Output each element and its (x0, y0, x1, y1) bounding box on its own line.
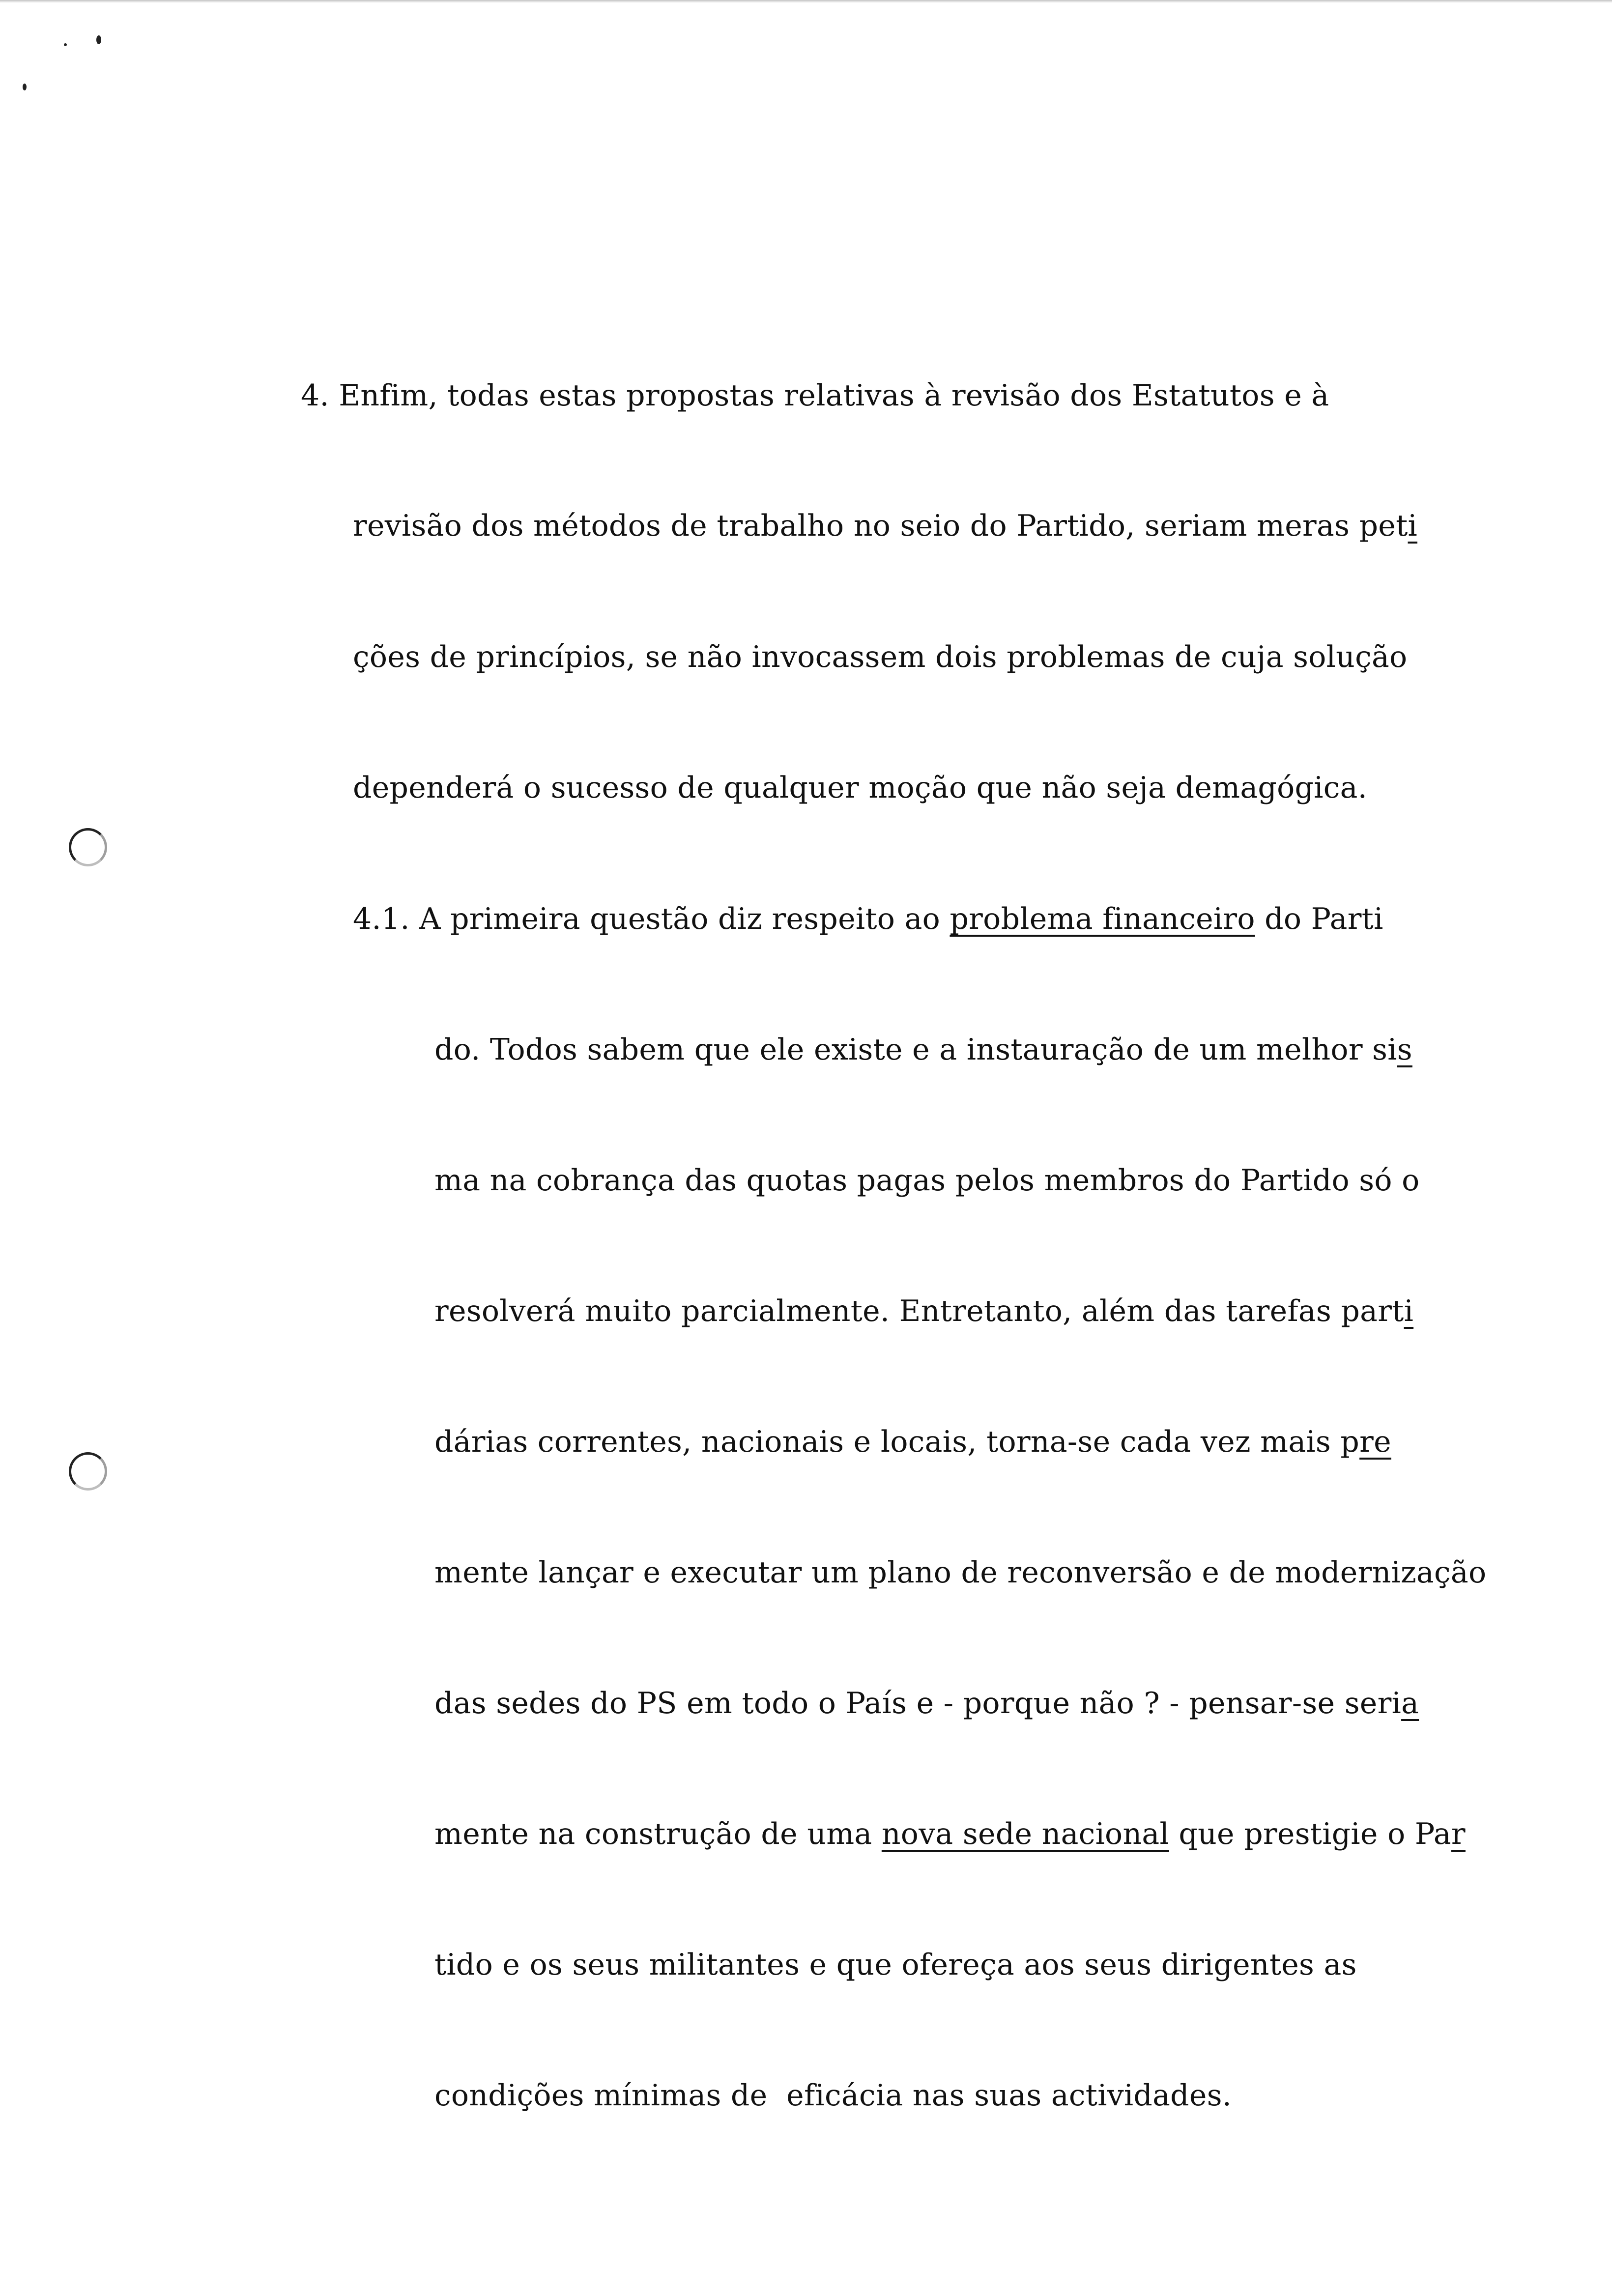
underlined-text: i (1404, 1294, 1414, 1328)
paragraph-text: Enfim, todas estas propostas relativas à revisão dos Estatutos e à (339, 378, 1329, 413)
underlined-text: nova sede nacional (881, 1817, 1169, 1851)
section-4-1-line-3 (434, 1161, 1420, 1200)
section-4-1-line-9 (434, 1945, 1357, 1984)
punch-hole (69, 828, 107, 866)
paragraph-text: mente lançar e executar um plano de reconversão e de modernização (434, 1555, 1487, 1590)
paragraph-text: mente na construção de uma (434, 1817, 882, 1851)
paragraph-text: tido e os seus militantes e que ofereça aos seus dirigentes as (434, 1948, 1357, 1982)
ink-speck (64, 43, 67, 46)
section-4-1-line-7 (434, 1684, 1419, 1723)
section-4-line-2 (353, 506, 1417, 545)
section-4-line-4 (353, 768, 1367, 807)
section-4-1-line-8 (434, 1814, 1466, 1854)
section-4-1-line-10 (434, 2076, 1232, 2115)
section-4-1-line-1 (353, 899, 1383, 939)
underlined-text: a (1401, 1686, 1419, 1721)
ink-speck (96, 35, 101, 44)
paragraph-text: das sedes do PS em todo o País e - porque não ? - pensar-se seri (434, 1686, 1402, 1721)
paragraph-text: ções de princípios, se não invocassem dois problemas de cuja solução (353, 640, 1408, 674)
underlined-text: r (1451, 1817, 1466, 1851)
underlined-text: s (1397, 1033, 1412, 1067)
section-4-line-1 (301, 376, 1329, 415)
paragraph-text: do. Todos sabem que ele existe e a instauração de um melhor si (434, 1033, 1397, 1067)
section-4-1-line-4 (434, 1292, 1413, 1331)
paragraph-text: ma na cobrança das quotas pagas pelos membros do Partido só o (434, 1163, 1420, 1198)
section-number: 4. (301, 378, 329, 413)
scan-top-edge (0, 0, 1612, 3)
section-4-line-3 (353, 637, 1407, 677)
paragraph-text: dárias correntes, nacionais e locais, torna-se cada vez mais p (434, 1425, 1360, 1459)
paragraph-text: A primeira questão diz respeito ao (419, 902, 950, 936)
section-4-1-line-6 (434, 1553, 1486, 1592)
paragraph-text: revisão dos métodos de trabalho no seio do Partido, seriam meras pet (353, 509, 1408, 543)
section-4-1-line-2 (434, 1030, 1412, 1069)
paragraph-text: que prestigie o Pa (1169, 1817, 1451, 1851)
section-4-1-line-5 (434, 1422, 1391, 1462)
punch-hole (69, 1452, 107, 1491)
paragraph-text: do Parti (1255, 902, 1383, 936)
paragraph-text: condições mínimas de eficácia nas suas actividades. (434, 2078, 1232, 2113)
underlined-text: problema financeiro (950, 902, 1255, 936)
section-number: 4.1. (353, 902, 410, 936)
paragraph-text: dependerá o sucesso de qualquer moção que não seja demagógica. (353, 771, 1368, 805)
underlined-text: re (1359, 1425, 1391, 1459)
ink-speck (23, 84, 27, 90)
underlined-text: i (1408, 509, 1418, 543)
paragraph-text: resolverá muito parcialmente. Entretanto, além das tarefas part (434, 1294, 1404, 1328)
